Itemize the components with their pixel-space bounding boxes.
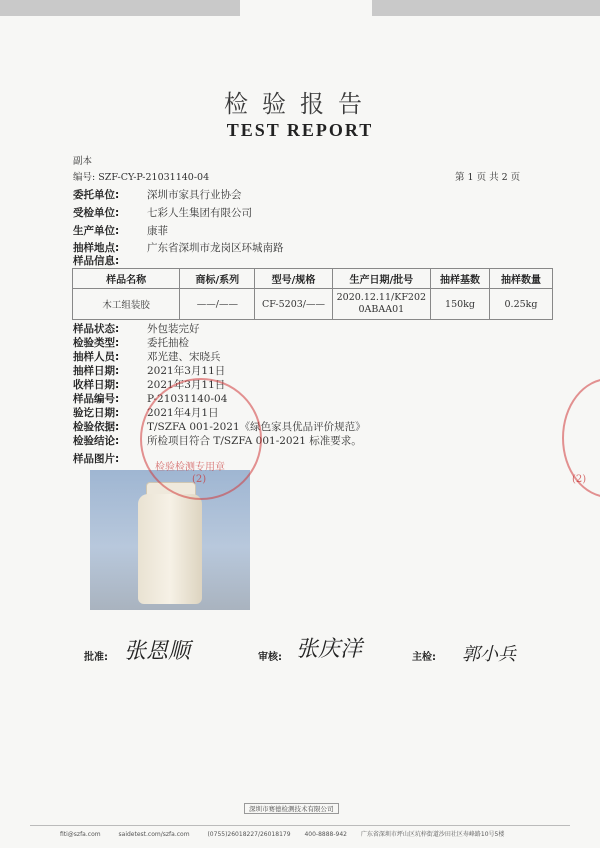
title-en: TEST REPORT [226,120,374,140]
footer-web: saidetest.com/szfa.com [118,831,190,838]
table-header: 生产日期/批号 [332,269,430,289]
top-scan-bar-right [372,0,600,16]
detail-row: 检验依据: T/SZFA 001-2021《绿色家具优品评价规范》 [73,421,366,433]
detail-row: 样品编号: P-21031140-04 [73,393,228,405]
photo-label: 样品图片: [73,453,120,465]
footer-phone: (0755)26018227/26018179 [207,831,291,838]
producer-label: 生产单位: [73,225,120,237]
footer-divider [30,825,570,826]
sample-info-label: 样品信息: [73,255,120,267]
client-label: 委托单位: [73,189,120,201]
footer-hotline: 400-8888-942 [304,831,347,838]
inspected-label: 受检单位: [73,207,120,219]
detail-row: 验讫日期: 2021年4月1日 [73,407,219,419]
detail-row: 收样日期: 2021年3月11日 [73,379,226,391]
footer-address: 广东省深圳市坪山区坑梓街道沙田社区寿峰路10号5楼 [360,831,505,838]
detail-row: 抽样日期: 2021年3月11日 [73,365,226,377]
approve-label: 批准: [84,652,108,663]
detail-row: 样品状态: 外包装完好 [73,323,200,335]
review-signature: 张庆洋 [296,637,363,662]
table-cell: CF-5203/—— [255,289,332,320]
detail-row: 检验结论: 所检项目符合 T/SZFA 001-2021 标准要求。 [73,435,362,447]
table-cell: 0.25kg [490,289,553,320]
table-cell: 150kg [431,289,490,320]
table-header: 商标/系列 [180,269,255,289]
detail-row: 抽样人员: 邓光建、宋晓兵 [73,351,221,363]
producer-row [73,222,168,236]
site-row [73,239,284,253]
inspect-signature: 郭小兵 [462,644,516,665]
inspect-label: 主检: [412,652,436,663]
approve-signature: 张恩顺 [124,639,191,664]
title-cn: 检验报告 [224,90,376,118]
table-header: 样品名称 [73,269,180,289]
footer-contact [60,829,504,838]
table-cell: 木工组装胶 [73,289,180,320]
glue-bottle [138,494,202,604]
detail-row: 检验类型: 委托抽检 [73,337,189,349]
producer-value: 康菲 [147,225,168,237]
report-number: 编号: SZF-CY-P-21031140-04 [73,172,210,183]
footer-company: 深圳市赛德检测技术有限公司 [244,803,339,814]
inspected-row [73,204,252,218]
copy-label: 副本 [73,156,93,167]
sample-table [72,268,553,320]
table-cell: ——/—— [180,289,255,320]
site-label: 抽样地点: [73,242,120,254]
stamp-number: (2) [192,474,207,485]
footer-email: fiti@szfa.com [60,831,101,838]
table-cell: 2020.12.11/KF2020ABAA01 [332,289,430,320]
stamp-text: 检验检测专用章 [155,462,225,473]
table-row [73,289,553,320]
page-info: 第 1 页 共 2 页 [455,172,521,183]
client-row [73,186,242,200]
site-value: 广东省深圳市龙岗区环城南路 [147,242,284,254]
side-seal-number: (2) [572,474,587,485]
client-value: 深圳市家具行业协会 [147,189,242,201]
table-header: 抽样基数 [431,269,490,289]
table-header: 型号/规格 [255,269,332,289]
top-scan-bar-left [0,0,240,16]
inspected-value: 七彩人生集团有限公司 [147,207,252,219]
review-label: 审核: [258,652,282,663]
table-header: 抽样数量 [490,269,553,289]
